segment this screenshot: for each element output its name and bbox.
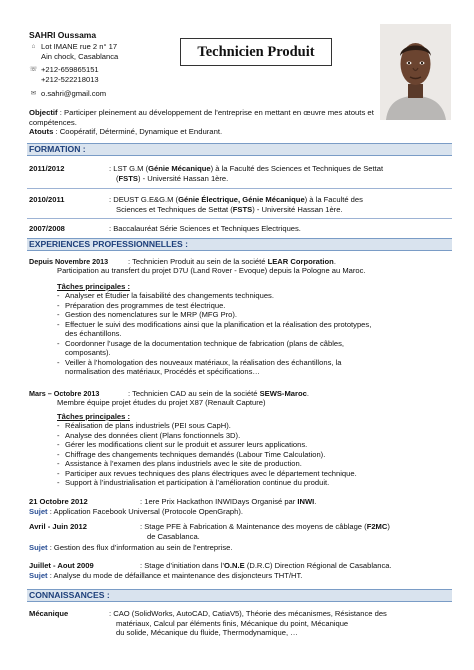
sews-tasks-label: Tâches principales : [57,412,131,421]
list-item: Réalisation de plans industriels (PEI sous CapH). [65,421,231,430]
lear-tasks-label: Tâches principales : [57,282,131,291]
lear-text-c: . [333,257,336,266]
list-item: Préparation des programmes de test électrique. [65,300,226,310]
sujet-text: : Application Facebook Universal (Protocole OpenGraph). [49,507,244,516]
list-item: Analyser et Étudier la faisabilité des changements techniques. [65,291,274,300]
sujet-label: Sujet [29,571,48,580]
list-item: Support à l’industrialisation et participation à l’amélioration continue du produit. [65,478,330,487]
sews-company: SEWS-Maroc [259,389,307,398]
mecanique-details [109,609,452,638]
list-item: normalisation des matériaux, Procédés et spécifications… [65,367,260,376]
divider [27,188,452,189]
one-org: O.N.E [224,561,245,570]
profile-photo [380,24,451,120]
lear-company: LEAR Corporation [267,257,334,266]
atouts-text: : Coopératif, Déterminé, Dynamique et Endurant. [53,127,223,136]
list-item: Analyse des données client (Plans fonctionnels 3D). [65,430,241,440]
formation-item-3: : Baccalauréat Série Sciences et Techniques Electriques. [109,224,301,233]
objective-label: Objectif [29,108,58,117]
f2mc-date: Avril - Juin 2012 [29,522,87,531]
sujet-text: : Analyse du mode de défaillance et maintenance des disjoncteurs THT/HT. [49,571,303,580]
hackathon-org: INWI [297,497,315,506]
formation-1-text-c: ) à la Faculté des Sciences et Techniques de Settat [210,164,384,173]
f2mc-line2: de Casablanca. [147,531,200,541]
mecanique-line-3: du solide, Mécanique du fluide, Thermodynamique, … [116,628,298,637]
one-sujet [29,571,454,581]
list-item: Participer aux revues techniques des plans électriques avec le département technique. [65,468,357,478]
atouts-line [29,127,374,137]
f2mc-title [140,522,452,541]
hackathon-title [140,497,452,507]
one-text-c: (D.R.C) Direction Régional de Casablanca. [244,561,392,570]
list-item: composants). [65,348,111,357]
objective-line [29,108,374,127]
connaissances-section-header: CONNAISSANCES : [27,589,452,602]
mecanique-line-1: : CAO (SolidWorks, AutoCAD, CatiaV5), Théorie des mécanismes, Résistance des [109,609,387,618]
hackathon-date: 21 Octobre 2012 [29,497,88,506]
formation-1-text-e: FSTS [118,173,138,183]
sews-tasks-list: - Réalisation de plans industriels (PEI sous CapH). - Analyse des données client (Plans fonctionnels 3D). - Gérer les modifications client sur le produit et assurer leurs applications. - Chiffrage des changements techniques demandés (Labour Time Calculation). - Assistance à l’examen des plans industriels avec le site de production. - Participer aux revues techniques des plans électriques avec le département technique. - Support à l’industrialisation et participation à l’amélioration continue du produit. [57,421,357,487]
f2mc-text-c: ) [387,522,390,531]
sews-text-c: . [306,389,309,398]
mecanique-line-2: matériaux, Calcul par éléments finis, Mécanique du point, Mécanique [116,618,349,628]
list-item: Assistance à l’examen des plans industriels avec le site de production. [65,459,302,468]
sujet-text: : Gestion des flux d’information au sein de l’entreprise. [49,543,233,552]
formation-2-text-f: ) - Université Hassan 1ère. [252,204,343,214]
formation-year-3: 2007/2008 [29,224,65,233]
atouts-label: Atouts [29,127,54,136]
one-text-a: : Stage d’initiation dans l’ [140,561,225,570]
formation-item-1 [109,164,451,183]
f2mc-text-a: : Stage PFE à Fabrication & Maintenance des moyens de câblage ( [140,522,367,531]
divider [27,218,452,219]
formation-2-text-b: Génie Électrique, Génie Mécanique [178,195,305,204]
formation-1-text-d: ( [116,173,119,183]
sews-desc: Membre équipe projet études du projet X87 (Renault Capture) [57,398,266,407]
phone1-row [29,65,99,75]
formation-year-2: 2010/2011 [29,195,65,204]
phone1: +212-659865151 [41,65,99,74]
hackathon-text-a: : 1ere Prix Hackathon INWIDays Organisé par [140,497,298,506]
formation-2-text-d: Sciences et Techniques de Settat ( [116,204,233,214]
lear-tasks-list: - Analyser et Étudier la faisabilité des changements techniques. - Préparation des programmes de test électrique. - Gestion des nomenclatures sur le MRP (MFG Pro). - Effectuer le suivi des modifications ainsi que la planification et la réalisation des prototypes, des échantillons. - Coordonner l’usage de la documentation technique de fabrication (plans de câbles, composants). - Veiller à l’homologation des nouveaux matériaux, la réalisation des échantillons, la normalisation des matériaux, Procédés et spécifications… [57,291,372,376]
f2mc-org: F2MC [366,522,388,531]
formation-section-header: FORMATION : [27,143,452,156]
f2mc-sujet [29,543,449,553]
address-line2: Ain chock, Casablanca [41,52,119,61]
formation-1-text-f: ) - Université Hassan 1ère. [137,173,229,183]
phone-icon: ☏ [29,66,38,73]
list-item: des échantillons. [65,329,122,338]
formation-2-text-a: : DEUST G.E&G.M ( [109,195,179,204]
sews-date: Mars – Octobre 2013 [29,389,100,398]
sujet-label: Sujet [29,507,48,516]
experiences-section-header: EXPERIENCES PROFESSIONNELLES : [27,238,452,251]
objective-block [29,108,374,137]
list-item: Chiffrage des changements techniques demandés (Labour Time Calculation). [65,449,326,459]
email-row [29,89,106,99]
objective-text: : Participer pleinement au développement de l’entreprise en mettant en œuvre mes atouts et compétences. [29,108,374,127]
formation-1-text-a: : LST G.M ( [109,164,149,173]
one-date: Juillet - Aout 2009 [29,561,94,570]
list-item: Effectuer le suivi des modifications ainsi que la planification et la réalisation des prototypes, [65,319,372,329]
sujet-label: Sujet [29,543,48,552]
list-item: Veiller à l’homologation des nouveaux matériaux, la réalisation des échantillons, la [65,357,342,367]
candidate-name: SAHRI Oussama [29,30,97,40]
formation-2-text-c: ) à la Faculté des [304,195,363,204]
phone2: +212-522218013 [41,75,99,84]
mecanique-label: Mécanique [29,609,69,618]
address-line1: Lot IMANE rue 2 n° 17 [41,42,118,51]
email-icon: ✉ [30,90,37,97]
job-title-box [180,38,332,66]
address-line1-row [29,42,117,52]
email: o.sahri@gmail.com [41,89,107,98]
lear-date: Depuis Novembre 2013 [29,257,109,266]
portrait-image [380,24,451,120]
formation-2-text-e: FSTS [232,204,253,214]
hackathon-text-c: . [314,497,317,506]
lear-text-a: : Technicien Produit au sein de la société [128,257,268,266]
hackathon-sujet [29,507,449,517]
job-title: Technicien Produit [197,43,315,60]
formation-1-text-b: Génie Mécanique [148,164,211,173]
list-item: Coordonner l’usage de la documentation technique de fabrication (plans de câbles, [65,338,345,348]
list-item: Gérer les modifications client sur le produit et assurer leurs applications. [65,440,308,449]
list-item: Gestion des nomenclatures sur le MRP (MFG Pro). [65,310,238,319]
formation-item-2 [109,195,451,214]
one-title [140,561,452,571]
home-icon: ⌂ [31,43,36,50]
lear-desc: Participation au transfert du projet D7U (Land Rover - Evoque) depuis la Pologne au Maroc. [57,266,366,275]
sews-text-a: : Technicien CAD au sein de la société [128,389,260,398]
formation-year-1: 2011/2012 [29,164,65,173]
